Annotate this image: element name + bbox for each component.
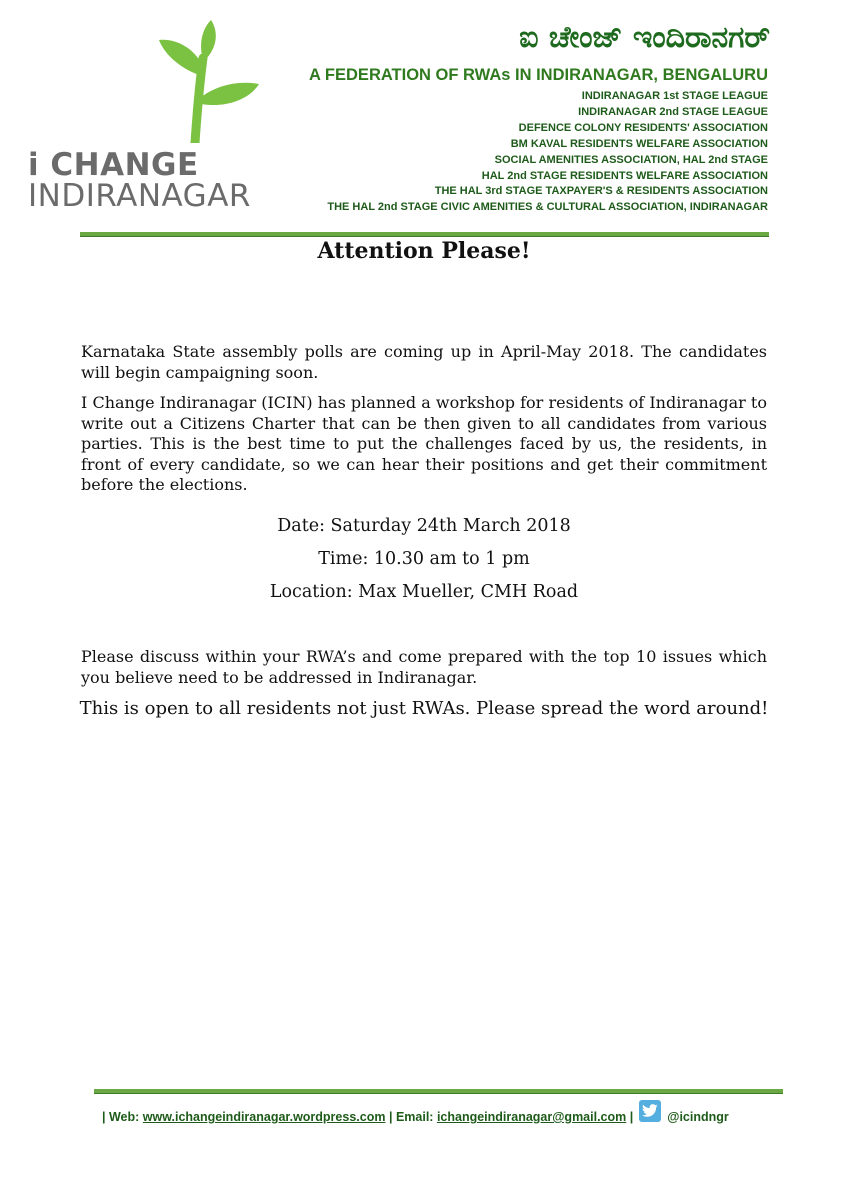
web-label: Web: (108, 1110, 140, 1124)
page-title: Attention Please! (317, 238, 531, 264)
footer (102, 1110, 729, 1124)
twitter-icon[interactable] (639, 1100, 661, 1122)
footer-separator: | (388, 1110, 393, 1124)
sprout-icon (155, 18, 267, 143)
instructions-paragraph: Please discuss within your RWA’s and come prepared with the top 10 issues which you believe need to be addressed in Indiranagar. (81, 647, 767, 687)
closing-note: This is open to all residents not just RWAs. Please spread the word around! (79, 698, 769, 719)
association-item: INDIRANAGAR 1st STAGE LEAGUE (581, 90, 768, 102)
association-item: THE HAL 2nd STAGE CIVIC AMENITIES & CULTURAL ASSOCIATION, INDIRANAGAR (327, 201, 768, 214)
kannada-title: ಐ ಚೇಂಜ್ ಇಂದಿರಾನಗರ್ (519, 20, 770, 55)
intro-paragraph: Karnataka State assembly polls are coming up in April-May 2018. The candidates will begin campaigning soon. (81, 342, 767, 382)
association-item: SOCIAL AMENITIES ASSOCIATION, HAL 2nd STAGE (494, 153, 768, 166)
email-link[interactable]: ichangeindiranagar@gmail.com (436, 1110, 627, 1124)
federation-subtitle: A FEDERATION OF RWAs IN INDIRANAGAR, BENGALURU (309, 66, 768, 84)
association-item: HAL 2nd STAGE RESIDENTS WELFARE ASSOCIATION (481, 169, 768, 182)
header-divider (80, 232, 769, 237)
website-link[interactable]: www.ichangeindiranagar.wordpress.com (142, 1110, 386, 1124)
footer-separator: | (629, 1110, 634, 1124)
workshop-paragraph: I Change Indiranagar (ICIN) has planned a workshop for residents of Indiranagar to write out a Citizens Charter that can be then given to all candidates from various parties. This is the best time to put the challenges faced by us, the residents, in front of every candidate, so we can hear their positions and get their commitment before the elections. (81, 393, 767, 494)
event-date: Date: Saturday 24th March 2018 (277, 516, 571, 536)
footer-divider (94, 1089, 783, 1094)
association-item: THE HAL 3rd STAGE TAXPAYER'S & RESIDENTS ASSOCIATION (434, 185, 768, 198)
association-item: BM KAVAL RESIDENTS WELFARE ASSOCIATION (510, 137, 768, 150)
footer-separator: | (102, 1110, 106, 1124)
association-item: INDIRANAGAR 2nd STAGE LEAGUE (578, 105, 768, 118)
email-label: Email: (395, 1110, 434, 1124)
event-time: Time: 10.30 am to 1 pm (318, 549, 530, 569)
association-list (327, 89, 768, 216)
logo (20, 18, 270, 214)
association-item: DEFENCE COLONY RESIDENTS' ASSOCIATION (518, 121, 768, 134)
logo-text-line1: i CHANGE (28, 147, 199, 183)
event-location: Location: Max Mueller, CMH Road (269, 582, 579, 602)
logo-text-line2: INDIRANAGAR (28, 178, 251, 214)
twitter-handle[interactable]: @icindngr (667, 1110, 729, 1124)
